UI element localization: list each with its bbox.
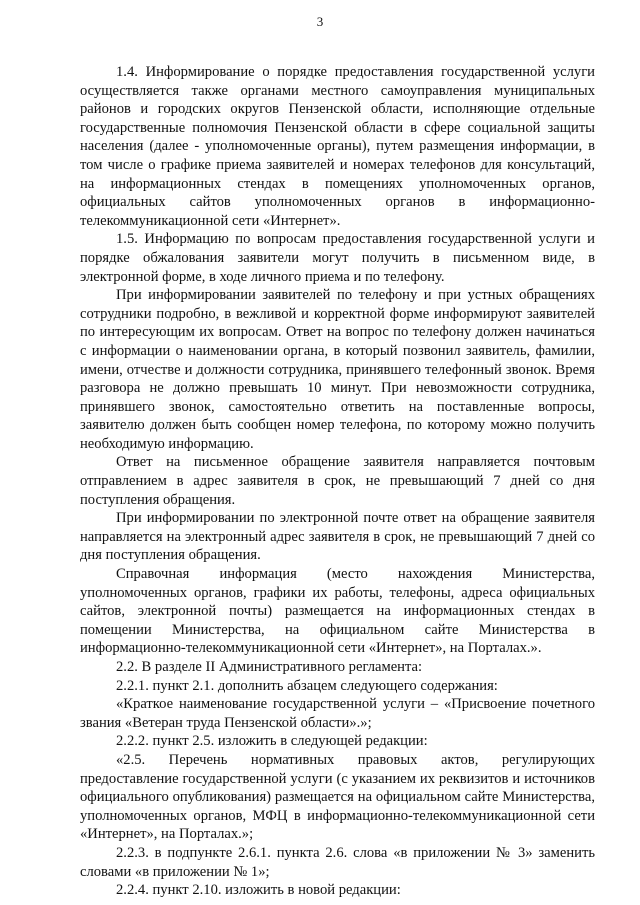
paragraph-1-5: 1.5. Информацию по вопросам предоставления государственной услуги и порядке обжалования заявители могут получить в письменном виде, в электронной форме, в ходе личного приема и по телефону.	[80, 231, 595, 285]
paragraph-email-reply: При информировании по электронной почте ответ на обращение заявителя направляется на электронный адрес заявителя в срок, не превышающий 7 дней со дня поступления обращения.	[80, 510, 595, 564]
paragraph-2-2: 2.2. В разделе II Административного регламента:	[116, 659, 423, 675]
paragraph-1-4: 1.4. Информирование о порядке предоставления государственной услуги осуществляется также органами местного самоуправления муниципальных районов и городских округов Пензенской области, исполняющие отдельные государственные полномочия Пензенской области в сфере социальной защиты населения (далее - уполномоченные органы), путем размещения информации, в том числе о графике приема заявителей и номерах телефонов для консультаций, на информационных стендах в помещениях уполномоченных органов, официальных сайтов уполномоченных органов в информационно-телекоммуникационной сети «Интернет».	[80, 64, 595, 229]
paragraph-2-5: «2.5. Перечень нормативных правовых актов, регулирующих предоставление государственной услуги (с указанием их реквизитов и источников официального опубликования) размещается на официальном сайте Министерства, уполномоченных органов, МФЦ в информационно-телекоммуникационной сети «Интернет», на Порталах.»;	[80, 751, 595, 843]
paragraph-phone-info: При информировании заявителей по телефону и при устных обращениях сотрудники подробно, в вежливой и корректной форме информируют заявителей по интересующим их вопросам. Ответ на вопрос по телефону должен начинаться с информации о наименовании органа, в который позвонил заявитель, фамилии, имени, отчестве и должности сотрудника, принявшего телефонный звонок. Время разговора не должно превышать 10 минут. При невозможности сотрудника, принявшего звонок, самостоятельно ответить на поставленные вопросы, заявителю должен быть сообщен номер телефона, по которому можно получить необходимую информацию.	[80, 287, 595, 452]
page-number: 3	[316, 14, 324, 29]
paragraph-2-2-4: 2.2.4. пункт 2.10. изложить в новой редакции:	[116, 882, 401, 899]
paragraph-reference-info: Справочная информация (место нахождения Министерства, уполномоченных органов, графики их работы, телефоны, адреса официальных сайтов, электронной почты) размещается на информационных стендах в помещении Министерства, на официальном сайте Министерства в информационно-телекоммуникационной сети «Интернет», на Порталах.».	[80, 566, 595, 657]
paragraph-2-2-3: 2.2.3. в подпункте 2.6.1. пункта 2.6. слова «в приложении № 3» заменить словами «в приложении № 1»;	[80, 844, 595, 880]
paragraph-2-2-2: 2.2.2. пункт 2.5. изложить в следующей редакции:	[116, 733, 428, 750]
paragraph-short-name: «Краткое наименование государственной услуги – «Присвоение почетного звания «Ветеран труда Пензенской области».»;	[80, 696, 595, 731]
paragraph-written-reply: Ответ на письменное обращение заявителя направляется почтовым отправлением в адрес заявителя в срок, не превышающий 7 дней со дня поступления обращения.	[80, 454, 595, 508]
document-body	[80, 63, 595, 900]
paragraph-2-2-1: 2.2.1. пункт 2.1. дополнить абзацем следующего содержания:	[116, 677, 498, 694]
